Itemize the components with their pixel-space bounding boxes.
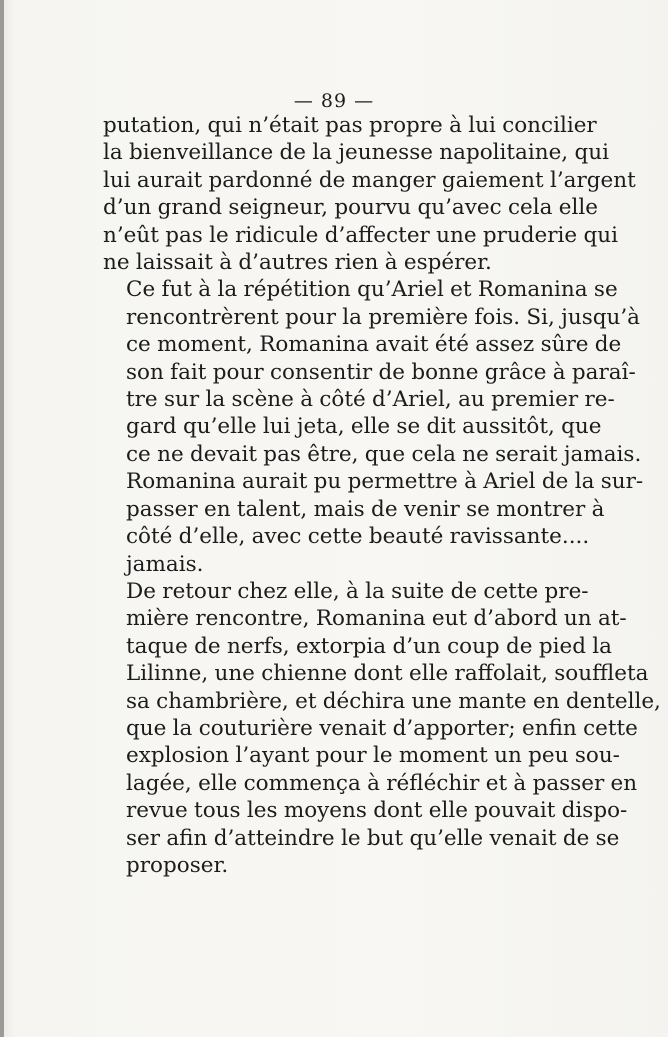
page-binding-edge	[0, 0, 4, 1037]
text-line: d’un grand seigneur, pourvu qu’avec cela elle	[103, 195, 598, 221]
text-line: n’eût pas le ridicule d’affecter une pruderie qui	[103, 222, 618, 248]
body-text	[103, 112, 661, 879]
paragraph-1	[103, 112, 636, 276]
text-line: rencontrèrent pour la première fois. Si, jusqu’à	[126, 304, 640, 330]
text-line: côté d’elle, avec cette beauté ravissante....	[126, 524, 590, 550]
paragraph-3	[103, 578, 661, 879]
text-line: passer en talent, mais de venir se montrer à	[126, 496, 605, 522]
text-line: la bienveillance de la jeunesse napolitaine, qui	[103, 140, 609, 166]
text-line: proposer.	[126, 852, 229, 878]
text-line: tre sur la scène à côté d’Ariel, au premier re-	[126, 387, 615, 413]
text-line: ce ne devait pas être, que cela ne serait jamais.	[126, 441, 642, 467]
text-line: explosion l’ayant pour le moment un peu sou-	[126, 743, 620, 769]
paragraph-2	[103, 276, 644, 577]
text-line: sa chambrière, et déchira une mante en dentelle,	[126, 688, 661, 714]
text-line: putation, qui n’était pas propre à lui concilier	[103, 113, 597, 138]
text-line: jamais.	[126, 551, 204, 577]
text-line: Romanina aurait pu permettre à Ariel de la sur-	[126, 469, 644, 495]
text-line: son fait pour consentir de bonne grâce à paraî-	[126, 359, 636, 385]
text-line: revue tous les moyens dont elle pouvait dispo-	[126, 798, 628, 824]
text-line: De retour chez elle, à la suite de cette pre-	[126, 578, 589, 604]
text-line: ser afin d’atteindre le but qu’elle venait de se	[126, 825, 620, 851]
text-line: gard qu’elle lui jeta, elle se dit aussitôt, que	[126, 414, 602, 440]
page-number: — 89 —	[293, 90, 375, 112]
text-line: Lilinne, une chienne dont elle raffolait, souffleta	[126, 661, 649, 687]
text-line: ce moment, Romanina avait été assez sûre de	[126, 332, 622, 358]
text-line: Ce fut à la répétition qu’Ariel et Romanina se	[126, 277, 618, 303]
text-line: ne laissait à d’autres rien à espérer.	[103, 250, 492, 276]
text-line: lui aurait pardonné de manger gaiement l’argent	[103, 167, 636, 193]
text-line: que la couturière venait d’apporter; enfin cette	[126, 715, 638, 741]
text-line: mière rencontre, Romanina eut d’abord un at-	[126, 606, 627, 632]
text-line: lagée, elle commença à réfléchir et à passer en	[126, 770, 638, 796]
text-line: taque de nerfs, extorpia d’un coup de pied la	[126, 633, 612, 659]
